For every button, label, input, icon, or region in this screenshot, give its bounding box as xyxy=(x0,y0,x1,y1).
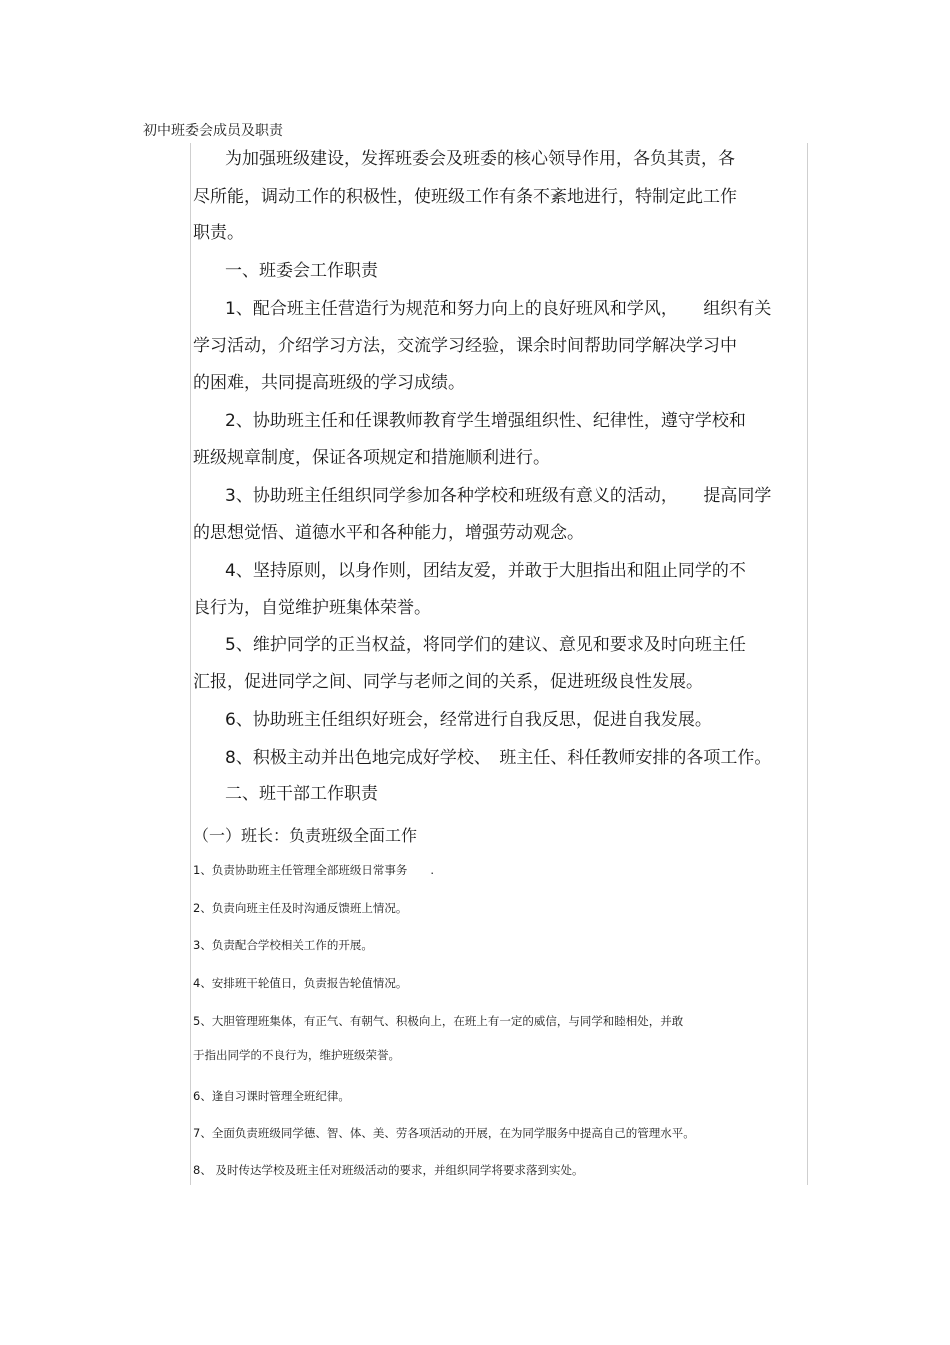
duty-3-line-2: 的思想觉悟、道德水平和各种能力，增强劳动观念。 xyxy=(193,523,584,543)
duty-6-line: 6、协助班主任组织好班会，经常进行自我反思，促进自我发展。 xyxy=(225,710,712,730)
duty-5-line-2: 汇报，促进同学之间、同学与老师之间的关系，促进班级良性发展。 xyxy=(193,672,703,692)
duty-4-line-2: 良行为，自觉维护班集体荣誉。 xyxy=(193,598,431,618)
monitor-item-7: 7、全面负责班级同学德、智、体、美、劳各项活动的开展，在为同学服务中提高自己的管理水平。 xyxy=(193,1126,695,1140)
intro-line-3: 职责。 xyxy=(193,223,244,243)
duty-2-line-2: 班级规章制度，保证各项规定和措施顺利进行。 xyxy=(193,448,550,468)
duty-3-line-1: 3、协助班主任组织同学参加各种学校和班级有意义的活动， 提高同学 xyxy=(225,486,772,506)
monitor-item-5-line-2: 于指出同学的不良行为，维护班级荣誉。 xyxy=(193,1048,400,1062)
duty-1-line-2: 学习活动，介绍学习方法，交流学习经验，课余时间帮助同学解决学习中 xyxy=(193,336,737,356)
duty-5-line-1: 5、维护同学的正当权益，将同学们的建议、意见和要求及时向班主任 xyxy=(225,635,746,655)
document-title: 初中班委会成员及职责 xyxy=(143,123,283,139)
duty-8-line: 8、积极主动并出色地完成好学校、 班主任、科任教师安排的各项工作。 xyxy=(225,748,772,768)
monitor-item-5-line-1: 5、大胆管理班集体，有正气、有朝气、积极向上，在班上有一定的威信，与同学和睦相处，并敢 xyxy=(193,1014,684,1028)
monitor-heading: （一）班长：负责班级全面工作 xyxy=(193,826,418,845)
monitor-item-4: 4、安排班干轮值日，负责报告轮值情况。 xyxy=(193,976,408,990)
duty-2-line-1: 2、协助班主任和任课教师教育学生增强组织性、纪律性，遵守学校和 xyxy=(225,411,746,431)
monitor-item-8: 8、 及时传达学校及班主任对班级活动的要求，并组织同学将要求落到实处。 xyxy=(193,1163,584,1177)
intro-line-2: 尽所能，调动工作的积极性，使班级工作有条不紊地进行，特制定此工作 xyxy=(193,187,737,207)
section-heading-2: 二、班干部工作职责 xyxy=(225,784,378,804)
duty-4-line-1: 4、坚持原则，以身作则，团结友爱，并敢于大胆指出和阻止同学的不 xyxy=(225,561,746,581)
monitor-item-3: 3、负责配合学校相关工作的开展。 xyxy=(193,938,373,952)
section-heading-1: 一、班委会工作职责 xyxy=(225,261,378,281)
intro-line-1: 为加强班级建设，发挥班委会及班委的核心领导作用，各负其责，各 xyxy=(225,149,735,169)
monitor-item-2: 2、负责向班主任及时沟通反馈班上情况。 xyxy=(193,901,408,915)
duty-1-line-1: 1、配合班主任营造行为规范和努力向上的良好班风和学风， 组织有关 xyxy=(225,299,772,319)
duty-1-line-3: 的困难，共同提高班级的学习成绩。 xyxy=(193,373,465,393)
monitor-item-1: 1、负责协助班主任管理全部班级日常事务 . xyxy=(193,863,434,877)
monitor-item-6: 6、逢自习课时管理全班纪律。 xyxy=(193,1089,350,1103)
